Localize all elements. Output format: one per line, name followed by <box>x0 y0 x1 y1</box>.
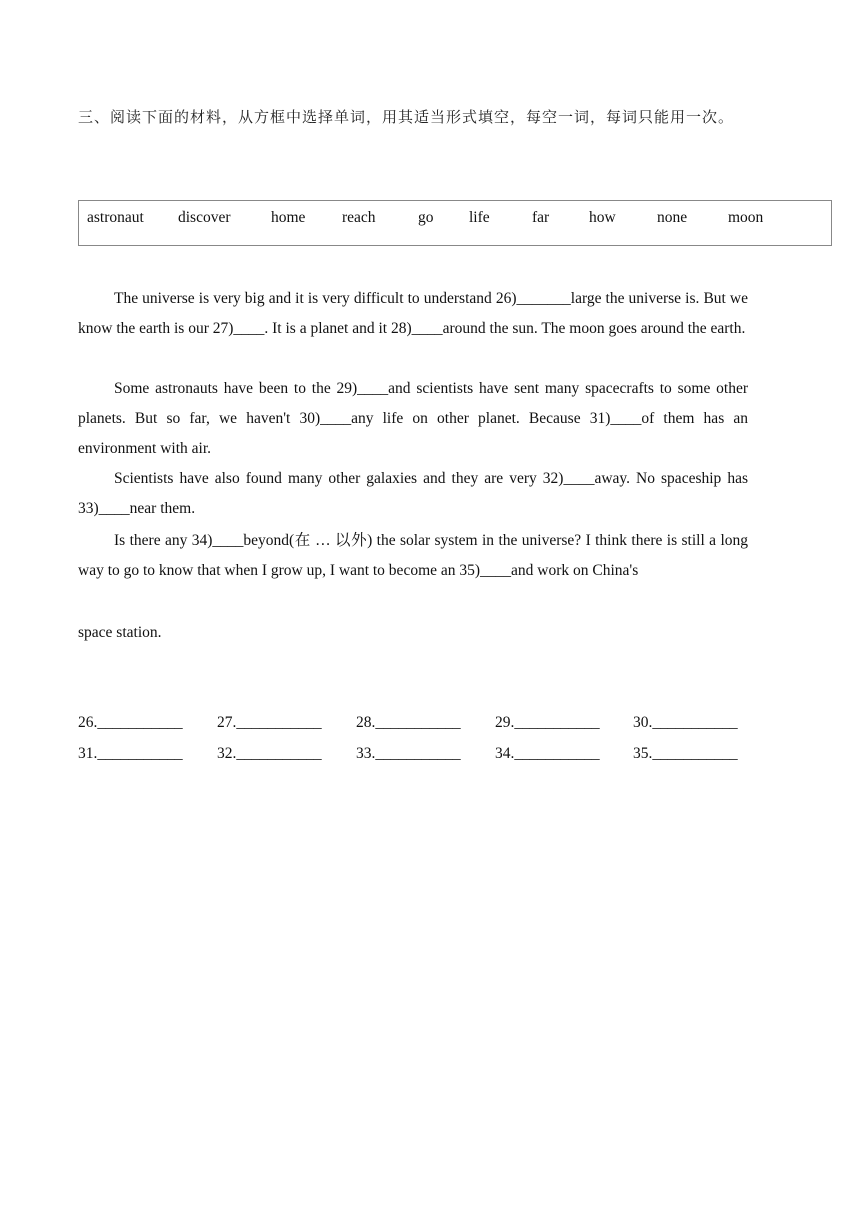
word-bank-item: reach <box>342 209 376 226</box>
word-bank-item: how <box>589 209 616 226</box>
answer-blank-28[interactable]: 28.___________ <box>356 714 461 731</box>
answer-blank-34[interactable]: 34.___________ <box>495 745 600 762</box>
answer-blank-32[interactable]: 32.___________ <box>217 745 322 762</box>
passage-text: Scientists have also found many other galaxies and they are very 32)____away. No spaceship has 33)____near them. <box>78 470 748 517</box>
answer-blank-29[interactable]: 29.___________ <box>495 714 600 731</box>
answer-blank-35[interactable]: 35.___________ <box>633 745 738 762</box>
word-bank-item: go <box>418 209 434 226</box>
passage-paragraph-2 <box>78 374 748 464</box>
word-bank-item: none <box>657 209 688 226</box>
passage-text: Some astronauts have been to the 29)____and scientists have sent many spacecrafts to some other planets. But so far, we haven't 30)____any life on other planet. Because 31)____of them has an environment with air. <box>78 380 748 457</box>
answer-blank-31[interactable]: 31.___________ <box>78 745 183 762</box>
word-bank-item: astronaut <box>87 209 144 226</box>
passage-paragraph-1 <box>78 284 748 344</box>
word-bank-item: moon <box>728 209 764 226</box>
answer-row <box>78 714 768 745</box>
answer-row <box>78 745 768 776</box>
passage-text: Is there any 34)____beyond(在 … 以外) the solar system in the universe? I think there is still a long way to go to know that when I grow up, I want to become an 35)____and work on China's <box>78 532 748 579</box>
answer-blank-27[interactable]: 27.___________ <box>217 714 322 731</box>
word-bank-item: home <box>271 209 306 226</box>
answer-blank-33[interactable]: 33.___________ <box>356 745 461 762</box>
exercise-instruction: 三、阅读下面的材料，从方框中选择单词，用其适当形式填空，每空一词，每词只能用一次。 <box>78 108 735 126</box>
passage-paragraph-4 <box>78 526 748 586</box>
answer-blank-30[interactable]: 30.___________ <box>633 714 738 731</box>
answer-sheet <box>78 714 768 776</box>
passage-paragraph-4-tail: space station. <box>78 624 162 641</box>
answer-blank-26[interactable]: 26.___________ <box>78 714 183 731</box>
word-bank-box <box>78 200 832 246</box>
passage-text: The universe is very big and it is very difficult to understand 26)_______large the universe is. But we know the earth is our 27)____. It is a planet and it 28)____around the sun. The moon goes around the earth. <box>78 290 748 337</box>
passage-paragraph-3 <box>78 464 748 524</box>
word-bank-item: far <box>532 209 550 226</box>
word-bank-item: discover <box>178 209 231 226</box>
word-bank-item: life <box>469 209 490 226</box>
